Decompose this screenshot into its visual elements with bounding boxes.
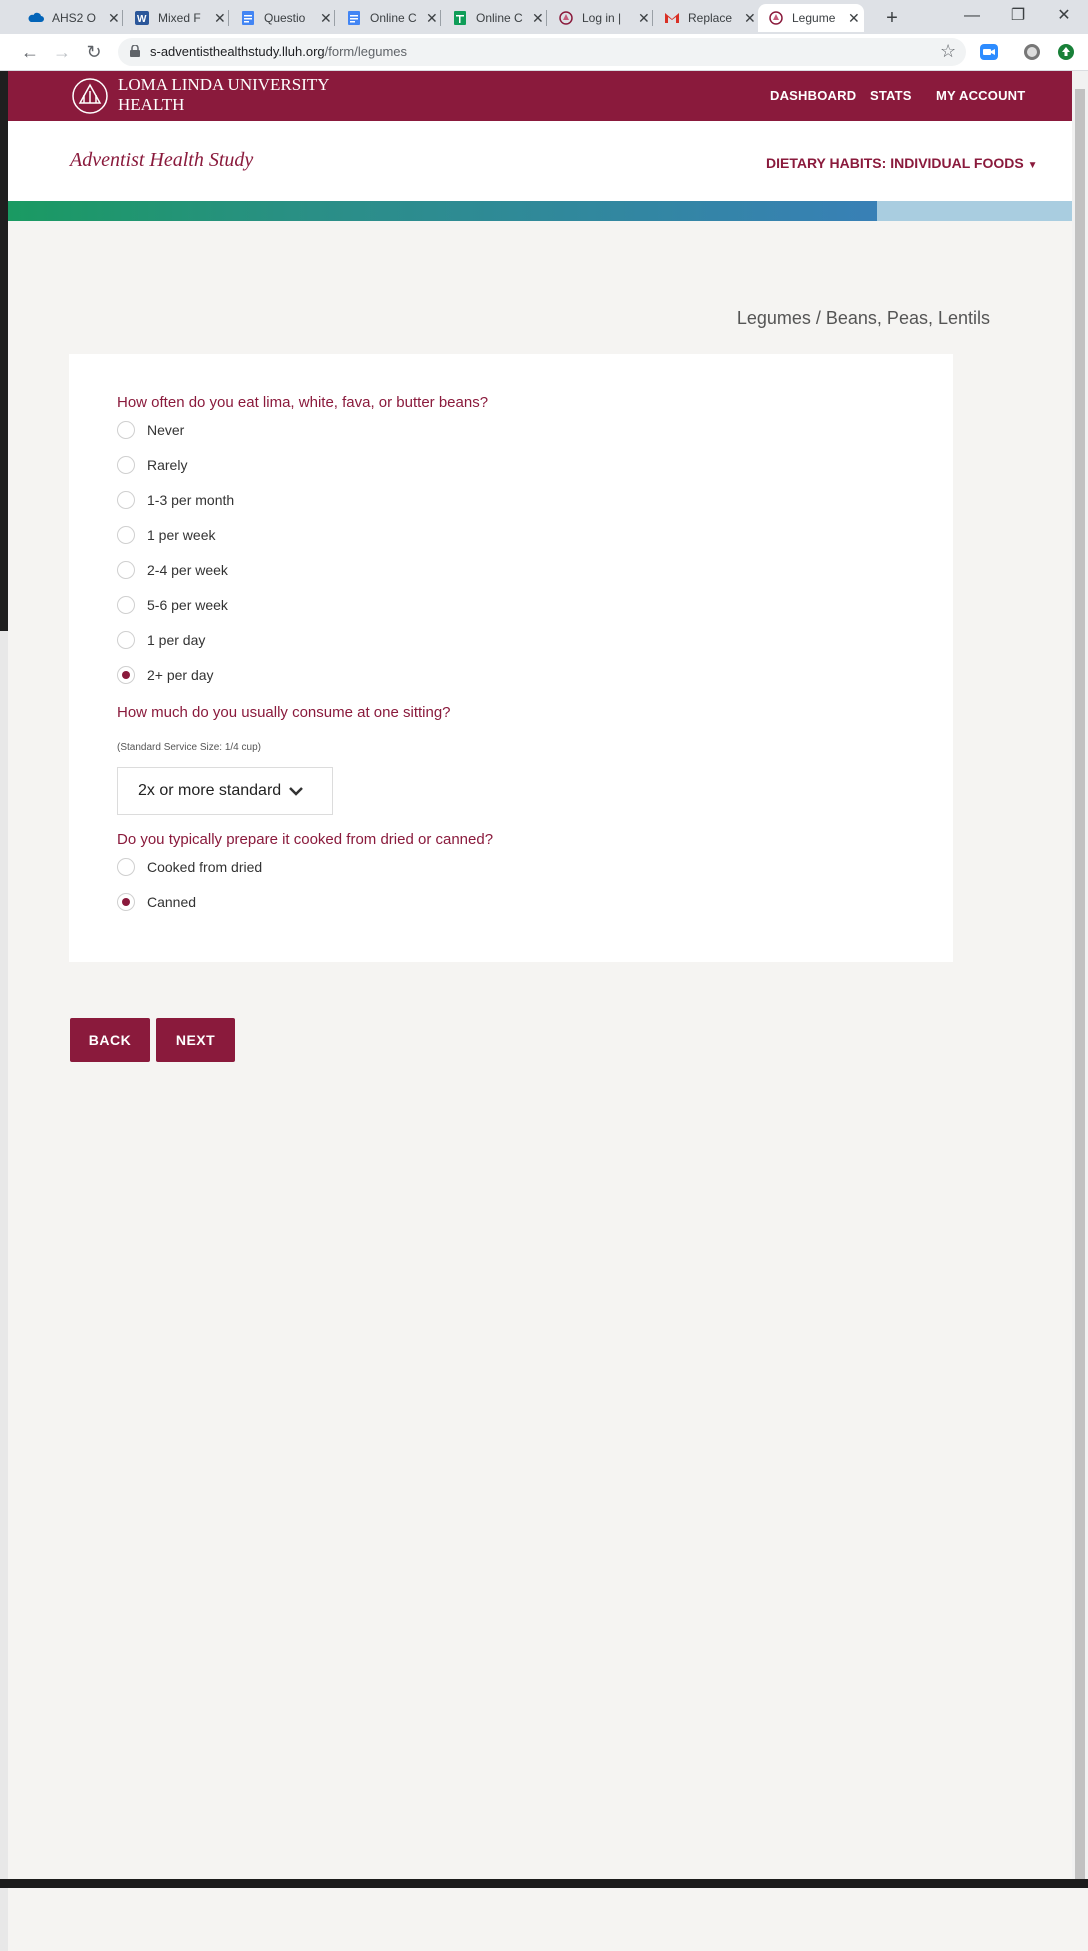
- back-button[interactable]: BACK: [70, 1018, 150, 1062]
- tab-label: Legume: [792, 11, 836, 25]
- close-icon[interactable]: ✕: [532, 9, 544, 26]
- nav-stats-link[interactable]: STATS: [870, 88, 912, 103]
- close-icon[interactable]: ✕: [320, 9, 332, 26]
- radio-label: Rarely: [147, 457, 188, 473]
- lluh-crest-icon: [558, 10, 574, 26]
- top-navigation: [8, 71, 1072, 121]
- question-card: [69, 354, 953, 962]
- word-icon: [134, 10, 150, 26]
- address-bar[interactable]: [118, 38, 966, 66]
- section-dropdown[interactable]: [766, 155, 1038, 171]
- radio-option[interactable]: [117, 593, 228, 617]
- browser-tab[interactable]: [548, 4, 654, 32]
- restore-button[interactable]: ❐: [1010, 7, 1026, 24]
- browser-toolbar: [0, 34, 1088, 71]
- radio-button-checked[interactable]: [117, 666, 135, 684]
- radio-button[interactable]: [117, 631, 135, 649]
- serving-size-note: (Standard Service Size: 1/4 cup): [117, 742, 261, 753]
- radio-label: 2+ per day: [147, 667, 214, 683]
- scrollbar-thumb[interactable]: [1075, 89, 1085, 1879]
- url-path: /form/legumes: [324, 44, 408, 59]
- radio-label: 5-6 per week: [147, 597, 228, 613]
- browser-tab[interactable]: [18, 4, 124, 32]
- profile-avatar-icon[interactable]: [1023, 43, 1041, 61]
- radio-label: Cooked from dried: [147, 859, 263, 875]
- study-header: [8, 121, 1072, 201]
- portion-size-select[interactable]: [117, 767, 333, 815]
- radio-option[interactable]: [117, 488, 234, 512]
- url-text: [150, 44, 407, 59]
- browser-tab[interactable]: [442, 4, 548, 32]
- section-dropdown-label: DIETARY HABITS: INDIVIDUAL FOODS: [766, 155, 1024, 171]
- close-icon[interactable]: ✕: [638, 9, 650, 26]
- minimize-button[interactable]: —: [964, 7, 980, 24]
- google-docs-icon: [346, 10, 362, 26]
- radio-option-selected[interactable]: [117, 663, 214, 687]
- radio-option[interactable]: [117, 628, 205, 652]
- close-icon[interactable]: ✕: [108, 9, 120, 26]
- radio-button[interactable]: [117, 491, 135, 509]
- zoom-extension-icon[interactable]: [980, 44, 998, 60]
- gmail-icon: [664, 10, 680, 26]
- radio-label: Canned: [147, 894, 197, 910]
- radio-label: 1 per day: [147, 632, 206, 648]
- close-icon[interactable]: ✕: [214, 9, 226, 26]
- caret-down-icon: ▼: [1027, 160, 1038, 171]
- taskbar: [0, 1879, 1088, 1888]
- tab-label: AHS2 O: [52, 11, 97, 25]
- browser-tab-active[interactable]: [758, 4, 864, 32]
- chevron-down-icon: [289, 786, 303, 796]
- nav-dashboard-link[interactable]: DASHBOARD: [770, 88, 857, 103]
- portion-size-value: 2x or more standard: [138, 782, 282, 799]
- browser-tab[interactable]: [230, 4, 336, 32]
- radio-option[interactable]: [117, 523, 215, 547]
- logo-line1: LOMA LINDA UNIVERSITY: [118, 75, 330, 94]
- browser-tab[interactable]: [654, 4, 760, 32]
- update-arrow-icon[interactable]: [1058, 44, 1074, 60]
- svg-text:W: W: [137, 14, 147, 25]
- radio-label: 1-3 per month: [147, 492, 235, 508]
- lluh-crest-icon[interactable]: [70, 77, 110, 115]
- nav-my-account-link[interactable]: MY ACCOUNT: [936, 88, 1026, 103]
- question-frequency: How often do you eat lima, white, fava, or butter beans?: [117, 394, 489, 411]
- radio-button[interactable]: [117, 421, 135, 439]
- tab-label: Mixed F: [158, 11, 201, 25]
- tab-label: Questio: [264, 11, 306, 25]
- radio-option[interactable]: [117, 855, 262, 879]
- radio-option[interactable]: [117, 558, 228, 582]
- radio-button[interactable]: [117, 858, 135, 876]
- radio-button-checked[interactable]: [117, 893, 135, 911]
- tab-label: Log in |: [582, 11, 622, 25]
- radio-label: 2-4 per week: [147, 562, 228, 578]
- browser-tab[interactable]: [124, 4, 230, 32]
- radio-button[interactable]: [117, 526, 135, 544]
- radio-label: Never: [147, 422, 185, 438]
- question-portion: How much do you usually consume at one sitting?: [117, 704, 451, 721]
- window-close-button[interactable]: ✕: [1057, 7, 1071, 24]
- study-title[interactable]: Adventist Health Study: [70, 149, 254, 171]
- bookmark-star-icon[interactable]: ☆: [940, 41, 957, 61]
- lock-icon: [130, 45, 140, 57]
- question-preparation: Do you typically prepare it cooked from dried or canned?: [117, 831, 494, 848]
- radio-option[interactable]: [117, 418, 184, 442]
- progress-bar: [8, 201, 1072, 221]
- close-icon[interactable]: ✕: [848, 9, 860, 26]
- left-window-edge: [0, 71, 8, 1879]
- web-page: [8, 71, 1072, 1879]
- new-tab-button[interactable]: +: [886, 7, 898, 29]
- google-docs-icon: [240, 10, 256, 26]
- onedrive-icon: [28, 10, 44, 26]
- radio-button[interactable]: [117, 596, 135, 614]
- scrollbar[interactable]: [1072, 71, 1088, 1879]
- progress-bar-fill: [8, 201, 877, 221]
- url-host: s-adventisthealthstudy.lluh.org: [150, 44, 325, 59]
- close-icon[interactable]: ✕: [744, 9, 756, 26]
- reload-icon[interactable]: ↻: [86, 42, 102, 62]
- radio-label: 1 per week: [147, 527, 216, 543]
- radio-button[interactable]: [117, 561, 135, 579]
- tab-label: Online C: [370, 11, 417, 25]
- forward-arrow-icon[interactable]: →: [53, 42, 71, 62]
- tab-label: Replace: [688, 11, 733, 25]
- logo-line2: HEALTH: [118, 95, 185, 114]
- lluh-crest-icon: [768, 10, 784, 26]
- close-icon[interactable]: ✕: [426, 9, 438, 26]
- radio-option-selected[interactable]: [117, 890, 196, 914]
- radio-option[interactable]: [117, 453, 187, 477]
- browser-tab[interactable]: [336, 4, 442, 32]
- page-heading: Legumes / Beans, Peas, Lentils: [736, 308, 990, 328]
- tab-label: Online C: [476, 11, 523, 25]
- university-logo-text[interactable]: [118, 75, 330, 115]
- next-button[interactable]: NEXT: [156, 1018, 235, 1062]
- browser-tab-bar: [0, 0, 1088, 34]
- back-arrow-icon[interactable]: ←: [21, 42, 39, 62]
- radio-button[interactable]: [117, 456, 135, 474]
- google-sheets-icon: [452, 10, 468, 26]
